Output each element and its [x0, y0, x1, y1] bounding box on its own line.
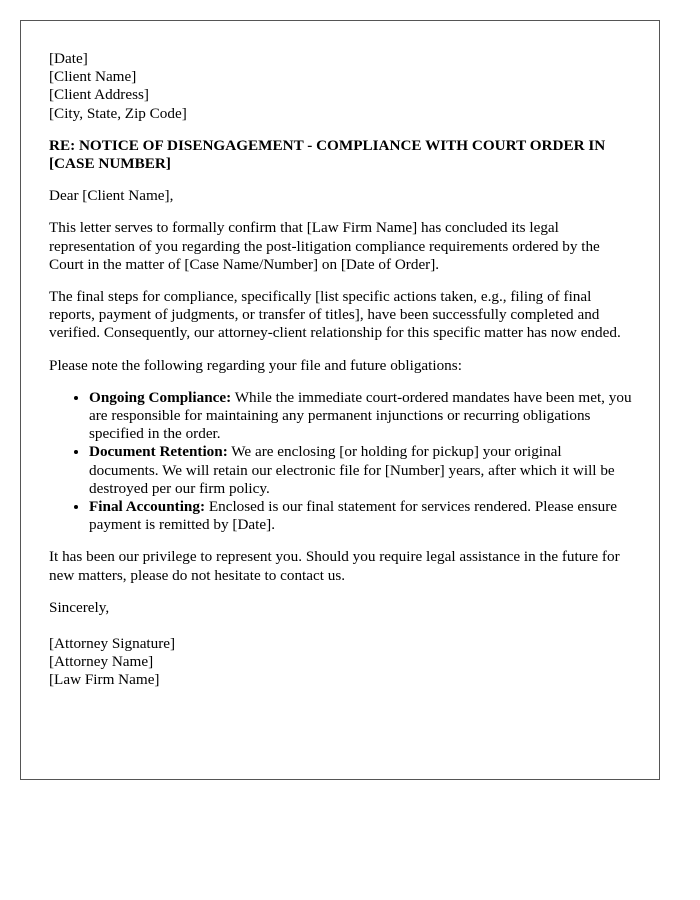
client-name: [Client Name]	[49, 68, 137, 86]
letter-document	[20, 20, 660, 780]
law-firm-name: [Law Firm Name]	[49, 671, 160, 689]
obligation-text: We are enclosing [or holding for pickup] your original documents. We will retain our electronic file for [Number] years, after which it will be destroyed per our firm policy.	[89, 443, 615, 497]
list-item	[89, 443, 632, 498]
body-paragraph-final-steps: The final steps for compliance, specifically [list specific actions taken, e.g., filing of final reports, payment of judgments, or transfer of titles], have been successfully completed and verified. Consequently, our attorney-client relationship for this specific matter has now ended.	[49, 288, 621, 342]
recipient-address-block	[49, 50, 632, 123]
complimentary-closing: Sincerely,	[49, 598, 110, 616]
client-city-state-zip: [City, State, Zip Code]	[49, 104, 187, 122]
obligation-text: While the immediate court-ordered mandates have been met, you are responsible for maintaining any permanent injunctions or recurring obligations specified in the order.	[89, 388, 632, 443]
obligation-text: Enclosed is our final statement for services rendered. Please ensure payment is remitted by [Date].	[89, 498, 618, 534]
signature-block	[49, 635, 632, 690]
list-item	[89, 498, 632, 534]
body-paragraph-note: Please note the following regarding your file and future obligations:	[49, 356, 462, 374]
subject-line: RE: NOTICE OF DISENGAGEMENT - COMPLIANCE WITH COURT ORDER IN [CASE NUMBER]	[49, 136, 606, 173]
list-item	[89, 389, 632, 444]
obligation-label: Document Retention:	[89, 443, 228, 461]
attorney-signature: [Attorney Signature]	[49, 635, 176, 653]
obligations-list	[49, 389, 632, 535]
obligation-label: Ongoing Compliance:	[89, 388, 232, 406]
obligation-label: Final Accounting:	[89, 498, 206, 516]
closing-paragraph: It has been our privilege to represent you. Should you require legal assistance in the future for new matters, please do not hesitate to contact us.	[49, 548, 620, 584]
salutation: Dear [Client Name],	[49, 187, 174, 205]
attorney-name: [Attorney Name]	[49, 653, 154, 671]
client-address: [Client Address]	[49, 86, 149, 104]
body-paragraph-confirmation: This letter serves to formally confirm that [Law Firm Name] has concluded its legal representation of you regarding the post-litigation compliance requirements ordered by the Court in the matter of [Case Name/Number] on [Date of Order].	[49, 219, 600, 273]
letter-date: [Date]	[49, 50, 88, 67]
